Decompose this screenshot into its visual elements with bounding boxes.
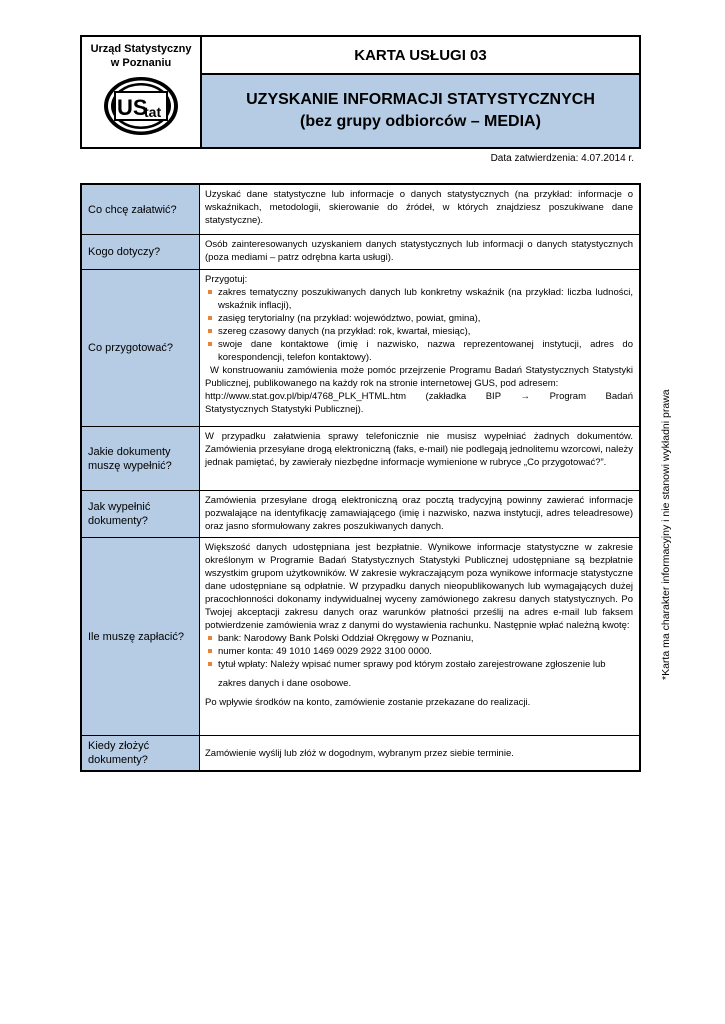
office-panel: [82, 37, 202, 147]
svg-text:US: US: [117, 95, 148, 120]
answer-what-text: Uzyskać dane statystyczne lub informacje o danych statystycznych (na przykład: informacje o wskaźnikach, metodologii, skierowanie do źródeł, w których znajdziesz poszukiwane dane statystyczne).: [205, 189, 633, 226]
answer-documents-text: W przypadku załatwienia sprawy telefonicznie nie musisz wypełniać żadnych dokumentów. Zamówienia przesyłane drogą elektroniczną (faks, e-mail) nie podlegają jednolitemu wzorcowi, należy jednak pamiętać, by zawierały niezbędne informacje wymienione w rubryce „Co przygotować?”.: [205, 431, 633, 468]
ustat-logo: [102, 75, 180, 137]
row-prepare: [82, 269, 639, 426]
answer-who-text: Osób zainteresowanych uzyskaniem danych statystycznych lub informacji o danych statystycznych (poza mediami – patrz odrębna karta usługi).: [205, 239, 633, 263]
card-header: [80, 35, 641, 149]
office-name-line2: w Poznaniu: [110, 57, 172, 69]
prepare-note-end: Statystycznych Statystyki Publicznej).: [205, 404, 364, 415]
list-item: tytuł wpłaty: Należy wpisać numer sprawy pod którym zostało zarejestrowane zgłoszenie lub: [205, 658, 633, 671]
row-payment: [82, 537, 639, 735]
url-program-word: Program: [549, 391, 586, 402]
list-item: swoje dane kontaktowe (imię i nazwisko, nazwa reprezentowanej instytucji, adres do korespondencji, telefon kontaktowy).: [205, 338, 633, 364]
legal-disclaimer: *Karta ma charakter informacyjny i nie stanowi wykładni prawa: [660, 389, 672, 680]
list-item: numer konta: 49 1010 1469 0029 2922 3100 0000.: [205, 645, 633, 658]
answer-when: [200, 736, 639, 770]
row-fill: [82, 490, 639, 537]
question-who: Kogo dotyczy?: [82, 235, 200, 269]
row-what: [82, 185, 639, 234]
question-fill: Jak wypełnić dokumenty?: [82, 491, 200, 537]
answer-payment: [200, 538, 639, 735]
answer-documents: [200, 427, 639, 490]
office-name: [91, 42, 192, 70]
service-title-line2: (bez grupy odbiorców – MEDIA): [300, 113, 541, 130]
question-documents: Jakie dokumenty muszę wypełnić?: [82, 427, 200, 490]
question-when: Kiedy złożyć dokumenty?: [82, 736, 200, 770]
title-panel: [202, 37, 639, 147]
list-item: szereg czasowy danych (na przykład: rok, kwartał, miesiąc),: [205, 325, 633, 338]
program-url-line: [205, 390, 633, 403]
question-payment: Ile muszę zapłacić?: [82, 538, 200, 735]
list-item: bank: Narodowy Bank Polski Oddział Okręgowy w Poznaniu,: [205, 632, 633, 645]
office-name-line1: Urząd Statystyczny: [90, 43, 192, 55]
answer-fill: [200, 491, 639, 537]
service-table: [80, 183, 641, 772]
url-badan-word: Badań: [605, 391, 633, 402]
svg-text:tat: tat: [144, 104, 162, 120]
question-prepare: Co przygotować?: [82, 270, 200, 426]
prepare-list: [205, 286, 633, 364]
prepare-note: W konstruowaniu zamówienia może pomóc przejrzenie Programu Badań Statystycznych Statystyki Publicznej, publikowanego na każdy rok na stronie internetowej GUS, pod adresem:: [205, 365, 633, 389]
answer-what: [200, 185, 639, 234]
row-when: [82, 735, 639, 770]
card-title: KARTA USŁUGI 03: [202, 37, 639, 75]
question-what: Co chcę załatwić?: [82, 185, 200, 234]
service-title-line1: UZYSKANIE INFORMACJI STATYSTYCZNYCH: [246, 91, 595, 108]
approval-date: Data zatwierdzenia: 4.07.2014 r.: [490, 153, 634, 164]
row-documents: [82, 426, 639, 490]
answer-when-text: Zamówienie wyślij lub złóż w dogodnym, wybranym przez siebie terminie.: [205, 747, 514, 759]
payment-list: [205, 632, 633, 671]
payment-final: Po wpływie środków na konto, zamówienie zostanie przekazane do realizacji.: [205, 697, 531, 708]
payment-text: Większość danych udostępniana jest bezpłatnie. Wynikowe informacje statystyczne w zakresie określonym w Programie Badań Statystycznych Statystyki Publicznej udostępniane są bezpłatnie wszystkim grupom użytkowników. W zakresie wykraczającym poza wynikowe informacje statystyczne dane udostępniane są odpłatnie. W przypadku danych nieopublikowanych lub wymagających dużej pracochłonności dokonamy indywidualnej wyceny zamówionego zakresu danych statystycznych. Po Twojej akceptacji zakresu danych oraz warunków płatności prześlij na adres e-mail lub faksem potwierdzenie zamówienia wraz z danymi do wystawienia rachunku. Następnie wpłać należną kwotę:: [205, 542, 633, 631]
prepare-intro: Przygotuj:: [205, 274, 248, 285]
url-bip-word: BIP: [485, 391, 502, 402]
list-item: zakres tematyczny poszukiwanych danych lub konkretny wskaźnik (na przykład: liczba ludności, wskaźnik inflacji),: [205, 286, 633, 312]
list-item: zasięg terytorialny (na przykład: województwo, powiat, gmina),: [205, 312, 633, 325]
arrow-right-icon: →: [520, 391, 531, 402]
row-who: [82, 234, 639, 269]
url-tab-word: (zakładka: [425, 391, 467, 402]
answer-fill-text: Zamówienia przesyłane drogą elektroniczną oraz pocztą tradycyjną powinny zawierać informacje pozwalające na identyfikację zamawiającego (imię i nazwisko, nazwa instytucji, adres teleadresowe) oraz jasno sformułowany zakres poszukiwanych danych.: [205, 495, 633, 532]
program-url-link[interactable]: http://www.stat.gov.pl/bip/4768_PLK_HTML.htm: [205, 391, 407, 402]
payment-item-continuation: zakres danych i dane osobowe.: [218, 678, 352, 689]
service-title: [202, 75, 639, 147]
answer-prepare: [200, 270, 639, 426]
answer-who: [200, 235, 639, 269]
